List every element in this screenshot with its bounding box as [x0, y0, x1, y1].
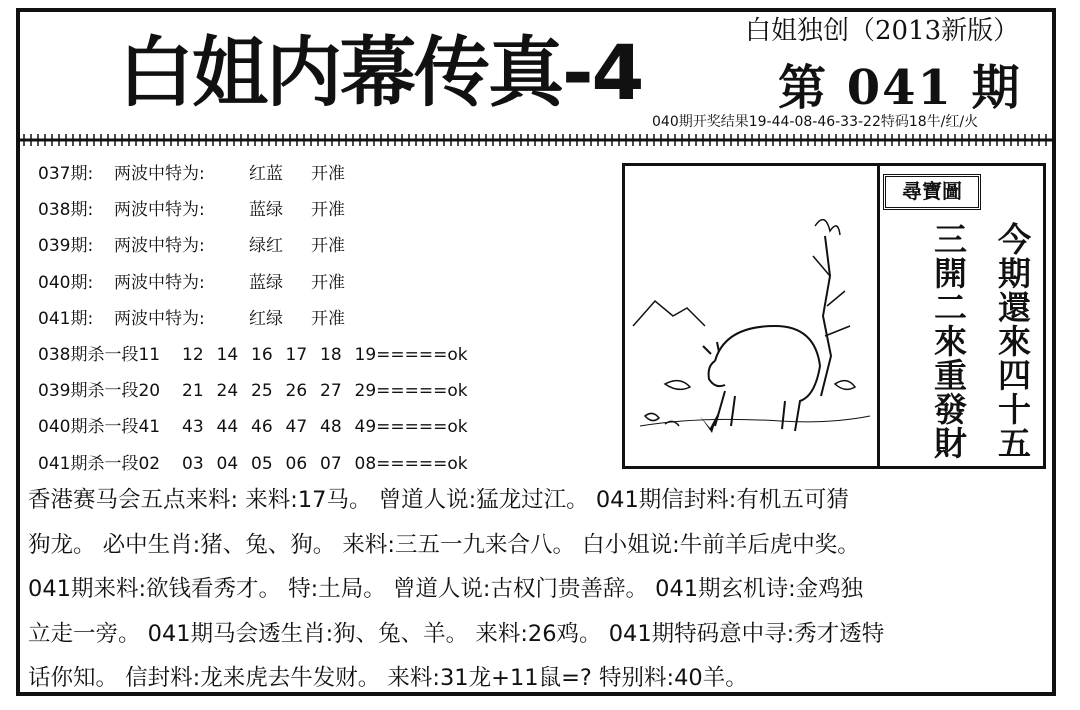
kill-result: 29=====ok: [354, 381, 468, 402]
kill-number: 04: [216, 453, 239, 474]
wave-line: [38, 265, 468, 301]
paragraph-line: 狗龙。 必中生肖:猪、兔、狗。 来料:三五一九来合八。 白小姐说:牛前羊后虎中奖。: [28, 531, 860, 558]
kill-line: [38, 409, 468, 445]
kill-number: 44: [216, 417, 239, 438]
kill-number: 06: [285, 453, 308, 474]
wave-status: 开准: [311, 308, 345, 329]
kill-label: 038期杀一段11: [38, 344, 161, 365]
page-title: 白姐内幕传真-4: [118, 28, 643, 117]
kill-number: 46: [251, 417, 273, 438]
wave-status: 开准: [311, 272, 345, 293]
prediction-list: [38, 156, 468, 482]
wave-line: [38, 192, 468, 228]
paragraph-line: 话你知。 信封料:龙来虎去牛发财。 来料:31龙+11鼠=? 特别料:40羊。: [28, 665, 748, 691]
kill-number: 03: [182, 453, 204, 474]
wave-period: 040期:: [38, 272, 94, 293]
kill-number: 05: [251, 453, 273, 474]
wave-line: [38, 228, 468, 264]
edition-label: 白姐独创（2013新版）: [745, 16, 1020, 46]
kill-result: 08=====ok: [354, 453, 468, 474]
kill-result: 19=====ok: [354, 344, 468, 365]
kill-number: 07: [320, 453, 342, 474]
paragraph-line: 立走一旁。 041期马会透生肖:狗、兔、羊。 来料:26鸡。 041期特码意中寻:秀才透特: [28, 620, 885, 647]
wave-period: 039期:: [38, 236, 94, 257]
treasure-panel: [622, 163, 1046, 469]
kill-number: 26: [285, 381, 308, 402]
wave-text: 两波中特为:: [114, 200, 205, 221]
last-result: 040期开奖结果19-44-08-46-33-22特码18牛/红/火: [652, 114, 979, 130]
kill-label: 040期杀一段41: [38, 417, 161, 438]
kill-line: [38, 337, 468, 373]
kill-number: 16: [251, 344, 273, 365]
kill-number: 27: [320, 381, 342, 402]
wave-text: 两波中特为:: [114, 164, 205, 184]
verse-line-left: 三開二來重發財: [929, 222, 968, 460]
paragraph-line: 041期来料:欲钱看秀才。 特:土局。 曾道人说:古权门贵善辞。 041期玄机诗:金鸡独: [28, 576, 864, 602]
wave-color: 蓝绿: [249, 272, 283, 293]
wave-text: 两波中特为:: [114, 272, 205, 293]
wave-status: 开准: [311, 236, 345, 257]
wave-period: 041期:: [38, 308, 94, 329]
wave-line: [38, 301, 468, 337]
treasure-map-badge: 尋寶圖: [883, 174, 981, 210]
wave-color: 绿红: [249, 236, 283, 257]
kill-number: 43: [182, 417, 204, 438]
kill-number: 12: [182, 344, 204, 365]
wave-color: 蓝绿: [249, 200, 283, 221]
kill-line: [38, 446, 468, 482]
verse-line-right: 今期還來四十五: [993, 222, 1032, 460]
wave-text: 两波中特为:: [114, 236, 205, 257]
kill-number: 21: [182, 381, 204, 402]
pig-sketch-image: [625, 166, 877, 466]
paragraph-line: 香港赛马会五点来料: 来料:17马。 曾道人说:猛龙过江。 041期信封料:有机五可猜: [28, 487, 849, 513]
kill-result: 49=====ok: [354, 417, 468, 438]
barbed-divider: [20, 132, 1054, 148]
kill-number: 24: [216, 381, 239, 402]
wave-period: 037期:: [38, 164, 94, 184]
kill-number: 48: [320, 417, 342, 438]
issue-number: 第 041 期: [778, 60, 1022, 116]
wave-status: 开准: [311, 200, 345, 221]
kill-number: 25: [251, 381, 273, 402]
kill-label: 039期杀一段20: [38, 381, 161, 402]
kill-number: 47: [285, 417, 308, 438]
kill-number: 18: [320, 344, 342, 365]
hint-paragraph: [28, 478, 1058, 701]
wave-text: 两波中特为:: [114, 308, 205, 329]
wave-status: 开准: [311, 164, 345, 184]
wave-line: [38, 156, 468, 192]
kill-number: 14: [216, 344, 239, 365]
kill-line: [38, 373, 468, 409]
wave-period: 038期:: [38, 200, 94, 221]
kill-label: 041期杀一段02: [38, 453, 161, 474]
wave-color: 红绿: [249, 308, 283, 329]
kill-number: 17: [285, 344, 308, 365]
panel-divider: [877, 166, 880, 466]
wave-color: 红蓝: [249, 164, 283, 184]
